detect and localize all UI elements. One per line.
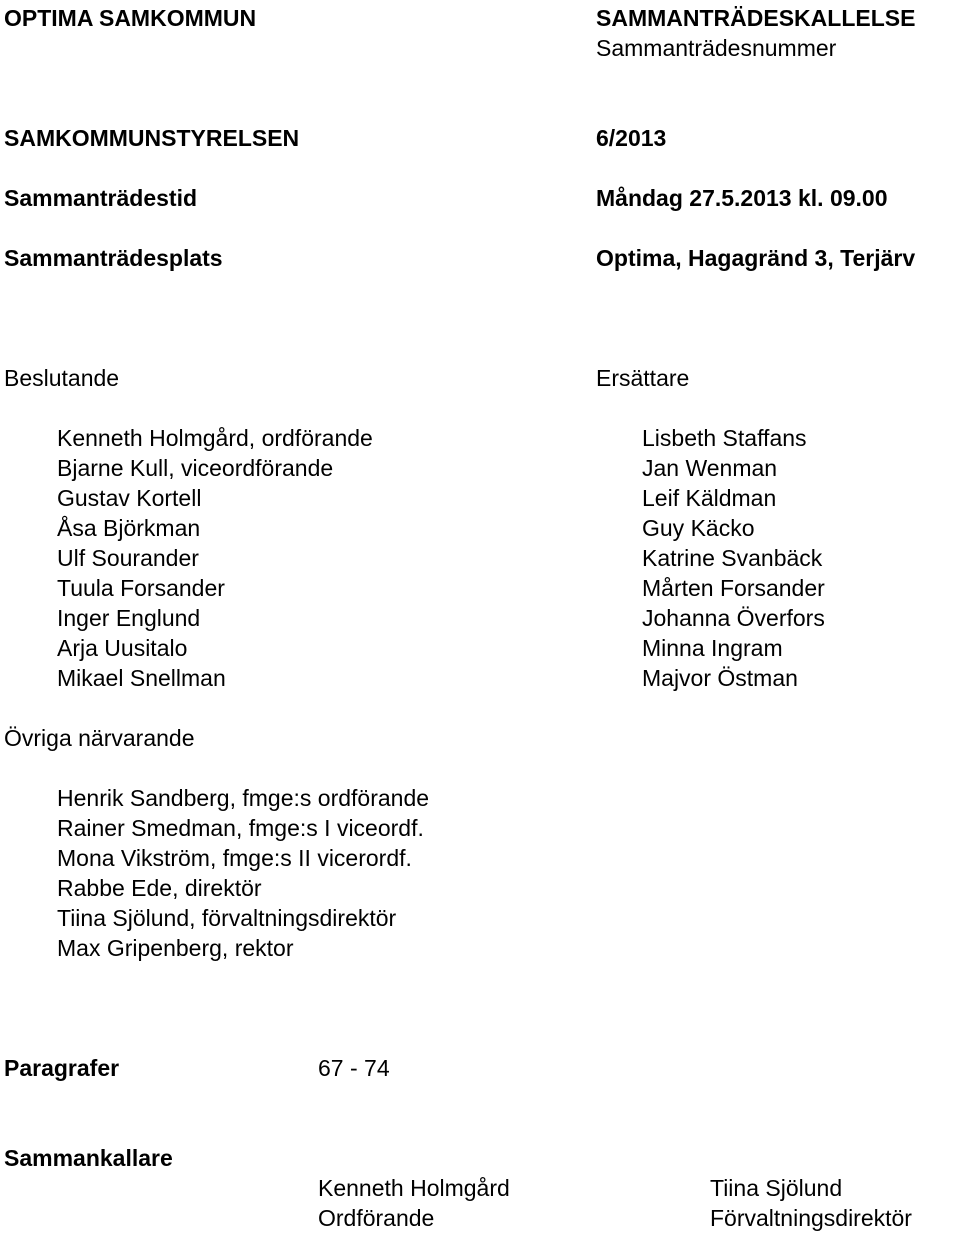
meeting-number: 6/2013 [596, 125, 667, 151]
list-item: Rainer Smedman, fmge:s I viceordf. [57, 815, 424, 841]
list-item: Katrine Svanbäck [642, 545, 823, 571]
list-item: Åsa Björkman [57, 515, 201, 541]
paragraphs-value: 67 - 74 [318, 1055, 390, 1081]
meeting-time-value: Måndag 27.5.2013 kl. 09.00 [596, 185, 888, 211]
list-item: Leif Käldman [642, 485, 777, 511]
list-item: Ulf Sourander [57, 545, 199, 571]
list-item: Arja Uusitalo [57, 635, 188, 661]
document-type: SAMMANTRÄDESKALLELSE [596, 5, 916, 31]
list-item: Inger Englund [57, 605, 201, 631]
list-item: Mikael Snellman [57, 665, 226, 691]
list-item: Gustav Kortell [57, 485, 202, 511]
meeting-number-label: Sammanträdesnummer [596, 35, 837, 61]
decision-makers-list [57, 423, 373, 693]
decision-makers-heading: Beslutande [4, 365, 120, 391]
list-item: Max Gripenberg, rektor [57, 935, 294, 961]
meeting-place-value: Optima, Hagagränd 3, Terjärv [596, 245, 916, 271]
signatory-title: Ordförande [318, 1205, 435, 1231]
list-item: Lisbeth Staffans [642, 425, 807, 451]
list-item: Minna Ingram [642, 635, 783, 661]
signatory-title: Förvaltningsdirektör [710, 1205, 912, 1231]
others-present-heading: Övriga närvarande [4, 725, 195, 751]
meeting-body: SAMKOMMUNSTYRELSEN [4, 125, 300, 151]
list-item: Bjarne Kull, viceordförande [57, 455, 334, 481]
meeting-place-label: Sammanträdesplats [4, 245, 223, 271]
signatory-name: Tiina Sjölund [710, 1175, 843, 1201]
list-item: Guy Käcko [642, 515, 755, 541]
list-item: Mårten Forsander [642, 575, 825, 601]
meeting-time-label: Sammanträdestid [4, 185, 198, 211]
list-item: Jan Wenman [642, 455, 778, 481]
list-item: Tuula Forsander [57, 575, 225, 601]
substitutes-list [642, 423, 825, 693]
list-item: Rabbe Ede, direktör [57, 875, 262, 901]
substitutes-heading: Ersättare [596, 365, 690, 391]
list-item: Kenneth Holmgård, ordförande [57, 425, 373, 451]
list-item: Johanna Överfors [642, 605, 825, 631]
convener-label: Sammankallare [4, 1145, 173, 1171]
others-present-list [57, 783, 429, 963]
list-item: Majvor Östman [642, 665, 798, 691]
organization-name: OPTIMA SAMKOMMUN [4, 5, 257, 31]
list-item: Tiina Sjölund, förvaltningsdirektör [57, 905, 397, 931]
list-item: Mona Vikström, fmge:s II vicerordf. [57, 845, 412, 871]
paragraphs-label: Paragrafer [4, 1055, 120, 1081]
signatory-name: Kenneth Holmgård [318, 1175, 510, 1201]
list-item: Henrik Sandberg, fmge:s ordförande [57, 785, 430, 811]
